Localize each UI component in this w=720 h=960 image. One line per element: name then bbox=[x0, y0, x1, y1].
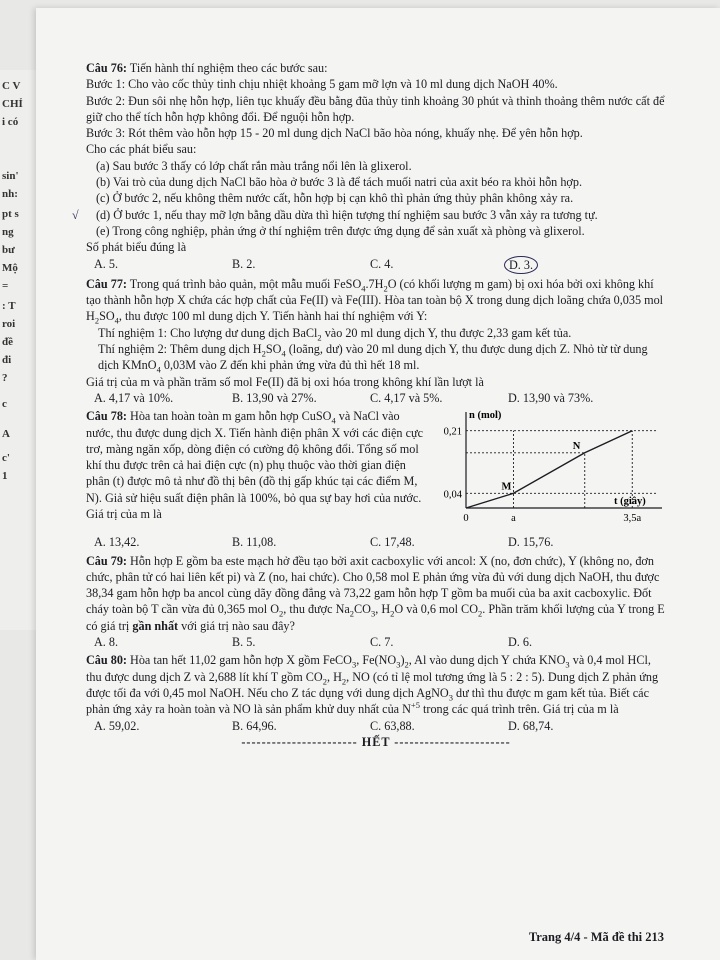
subscript: 3 bbox=[351, 659, 357, 670]
y-axis-label: n (mol) bbox=[469, 410, 502, 422]
body-text: CO bbox=[354, 602, 371, 617]
option-d: D. 13,90 và 73%. bbox=[508, 390, 594, 405]
subscript: 2 bbox=[261, 348, 266, 359]
statement-d: (d) Ở bước 1, nếu thay mỡ lợn bằng dầu dừa thì hiện tượng thí nghiệm sau bước 3 vẫn xảy ra tương tự. bbox=[96, 207, 598, 222]
end-mark: ----------------------- HẾT ----------------------- bbox=[241, 734, 511, 749]
experiment-1: vào 20 ml dung dịch Y, thu được 2,33 gam kết tủa. bbox=[321, 325, 572, 340]
experiment-1: Thí nghiệm 1: Cho lượng dư dung dịch BaCl bbox=[98, 325, 318, 340]
subscript: 2 bbox=[390, 608, 395, 619]
subscript: 2 bbox=[383, 283, 388, 294]
subscript: 2 bbox=[341, 676, 347, 687]
subscript: 2 bbox=[478, 608, 483, 619]
question-80 bbox=[86, 652, 666, 733]
experiment-2: SO bbox=[265, 342, 282, 357]
body-text: dư thì thu được m gam kết tủa. Biết các phản ứng xảy ra hoàn toàn và NO là sản phẩm khử duy nhất của N bbox=[86, 685, 649, 717]
subscript: 4 bbox=[281, 348, 286, 359]
subscript: 3 bbox=[448, 692, 453, 703]
option-a: A. 59,02. bbox=[94, 718, 140, 733]
question-title: Câu 76: bbox=[86, 61, 127, 75]
y-tick-label: 0,21 bbox=[443, 426, 462, 438]
question-76 bbox=[72, 60, 666, 274]
series-line bbox=[466, 431, 632, 508]
subscript: 2 bbox=[279, 608, 284, 619]
subscript: 2 bbox=[94, 315, 100, 326]
side-fragment-text: A bbox=[2, 428, 10, 440]
body-text: và 0,4 mol HCl, thu được dung dịch Z và 2,688 lít khí T gồm CO bbox=[86, 653, 651, 684]
subscript: 2 bbox=[349, 608, 355, 619]
answer-options bbox=[86, 256, 646, 274]
body-text: Trong quá trình bảo quản, một mẫu muối FeSO bbox=[129, 276, 362, 291]
subscript: 4 bbox=[156, 364, 161, 375]
answer-options bbox=[86, 718, 646, 734]
question-78 bbox=[86, 408, 666, 550]
option-c: C. 17,48. bbox=[370, 535, 415, 550]
statement-a: (a) Sau bước 3 thấy có lớp chất rắn màu trắng nổi lên là glixerol. bbox=[96, 158, 412, 173]
side-fragment-text: CHỈ bbox=[2, 98, 23, 110]
body-text: , Fe(NO bbox=[356, 653, 397, 668]
body-text: ) bbox=[400, 653, 405, 668]
option-a: A. 5. bbox=[94, 256, 119, 271]
x-tick-label: 0 bbox=[463, 513, 469, 525]
subscript: 2 bbox=[404, 659, 409, 670]
answer-options bbox=[86, 390, 646, 406]
side-fragment-text: nh: bbox=[2, 188, 18, 200]
side-fragment-text: đề bbox=[2, 336, 13, 348]
option-c: C. 7. bbox=[370, 635, 394, 650]
side-fragment-text: i có bbox=[2, 116, 19, 128]
side-fragment-text: c bbox=[2, 398, 7, 410]
superscript: +5 bbox=[410, 700, 420, 711]
side-fragment-text: : T bbox=[2, 300, 16, 312]
experiment-2: 0,03M vào Z đến khi phản ứng vừa đủ thì hết 18 ml. bbox=[160, 358, 420, 373]
side-fragment-text: = bbox=[2, 280, 9, 292]
point-label-n: N bbox=[572, 441, 581, 453]
x-tick-label: a bbox=[511, 513, 516, 525]
option-d-circled: D. 3. bbox=[504, 256, 538, 274]
option-b: B. 13,90 và 27%. bbox=[232, 390, 317, 405]
body-text: , NO (có tỉ lệ mol tương ứng là 5 : 2 : 5). Dung dịch Z phản ứng được tối đa với 0,45 mol NaOH. Nếu cho Z tác dụng với dung dịch AgNO bbox=[86, 669, 659, 700]
point-label-m: M bbox=[501, 481, 512, 493]
underlying-page-edge bbox=[0, 70, 40, 630]
subscript: 4 bbox=[114, 315, 119, 326]
option-a: A. 8. bbox=[94, 635, 119, 650]
question-title: Câu 77: bbox=[86, 276, 127, 291]
question-prompt: Số phát biểu đúng là bbox=[86, 240, 187, 255]
step-2: Bước 2: Đun sôi nhẹ hỗn hợp, liên tục khuấy đều bằng đũa thủy tinh khoảng 30 phút và thỉnh thoảng thêm nước cất để giữ cho thể tích hỗn hợp không đổi. Để nguội hỗn hợp. bbox=[86, 93, 665, 124]
question-79 bbox=[86, 553, 666, 651]
statement-c: (c) Ở bước 2, nếu không thêm nước cất, hỗn hợp bị cạn khô thì phản ứng thủy phân không xảy ra. bbox=[96, 191, 574, 206]
y-tick-label: 0,04 bbox=[443, 489, 462, 501]
side-fragment-text: c' bbox=[2, 452, 10, 464]
subscript: 4 bbox=[361, 283, 366, 294]
question-intro: Tiến hành thí nghiệm theo các bước sau: bbox=[129, 61, 328, 75]
step-3: Bước 3: Rót thêm vào hỗn hợp 15 - 20 ml dung dịch NaCl bão hòa nóng, khuấy nhẹ. Để yên hỗn hợp. bbox=[86, 126, 583, 141]
option-a: A. 13,42. bbox=[94, 535, 140, 550]
subscript: 3 bbox=[565, 659, 570, 670]
option-d: D. 68,74. bbox=[508, 718, 554, 733]
body-text: , H bbox=[326, 669, 342, 684]
side-fragment-text: 1 bbox=[2, 470, 8, 482]
statement-e: (e) Trong công nghiệp, phản ứng ở thí nghiệm trên được ứng dụng để sản xuất xà phòng và glixerol. bbox=[96, 223, 585, 238]
side-fragment-text: đi bbox=[2, 354, 12, 366]
statements-prompt: Cho các phát biểu sau: bbox=[86, 142, 197, 157]
body-text: , H bbox=[375, 602, 391, 617]
subscript: 2 bbox=[322, 676, 327, 687]
x-axis-label: t (giây) bbox=[614, 496, 646, 508]
page-footer: Trang 4/4 - Mã đề thi 213 bbox=[528, 930, 664, 944]
question-77 bbox=[86, 276, 666, 406]
answer-options bbox=[86, 534, 646, 550]
emphasis: gần nhất bbox=[132, 618, 179, 633]
option-b: B. 64,96. bbox=[232, 718, 277, 733]
body-text: trong các quá trình trên. Giá trị của m là bbox=[419, 702, 619, 717]
side-fragment-text: bư bbox=[2, 244, 15, 256]
body-text: và NaCl vào nước, thu được dung dịch X. Tiến hành điện phân X với các điện cực trơ, màng ngăn xốp, dòng điện có cường độ không đổi. Tổng số mol khí thu được trên cả hai điện cực (n) phụ thuộc vào thời gian điện phân (t) được mô tả như đồ thị bên (đồ thị gấp khúc tại các điểm M, N). Giả sử hiệu suất điện phân là 100%, bỏ qua sự bay hơi của nước. Giá trị của m là bbox=[86, 409, 424, 522]
body-text: , thu được Na bbox=[283, 602, 350, 617]
option-c: C. 63,88. bbox=[370, 718, 415, 733]
side-fragment-text: C V bbox=[2, 80, 21, 92]
body-text: với giá trị nào sau đây? bbox=[178, 618, 295, 633]
side-fragment-text: sin' bbox=[2, 170, 19, 182]
body-text: O và 0,6 mol CO bbox=[394, 602, 478, 617]
exam-text bbox=[72, 60, 666, 750]
subscript: 3 bbox=[370, 608, 376, 619]
body-text: , Al vào dung dịch Y chứa KNO bbox=[408, 653, 566, 668]
subscript: 3 bbox=[396, 659, 401, 670]
question-title: Câu 79: bbox=[86, 553, 127, 568]
statement-b: (b) Vai trò của dung dịch NaCl bão hòa ở bước 3 là để tách muối natri của axit béo ra khỏi hỗn hợp. bbox=[96, 175, 582, 190]
experiment-2: (loãng, dư) vào 20 ml dung dịch Y, thu được dung dịch Z. Nhỏ từ từ dung dịch KMnO bbox=[98, 342, 648, 373]
x-tick-label: 3,5a bbox=[623, 513, 642, 525]
option-c: C. 4. bbox=[370, 256, 394, 271]
experiment-2: Thí nghiệm 2: Thêm dung dịch H bbox=[98, 342, 262, 357]
handwritten-tick: √ bbox=[72, 207, 79, 222]
option-a: A. 4,17 và 10%. bbox=[94, 390, 174, 405]
side-fragment-text: roi bbox=[2, 318, 16, 330]
body-text: Hòa tan hoàn toàn m gam hỗn hợp CuSO bbox=[130, 409, 332, 424]
option-d: D. 15,76. bbox=[508, 535, 554, 550]
electrolysis-graph bbox=[436, 408, 666, 530]
option-b: B. 11,08. bbox=[232, 535, 277, 550]
exam-page bbox=[36, 8, 720, 960]
body-text: . Phần trăm khối lượng của Y trong E có giá trị bbox=[86, 602, 665, 633]
body-text: O (có khối lượng m gam) bị oxi hóa bởi oxi không khí tạo thành hỗn hợp X chứa các hợp chất của Fe(II) và Fe(III). Hòa tan toàn bộ X trong dung dịch loãng chứa 0,035 mol H bbox=[86, 276, 664, 324]
answer-options bbox=[86, 634, 646, 650]
body-text: .7H bbox=[365, 276, 384, 291]
option-b: B. 2. bbox=[232, 256, 256, 271]
side-fragment-text: Mộ bbox=[2, 262, 18, 274]
option-c: C. 4,17 và 5%. bbox=[370, 390, 443, 405]
side-fragment-text: pt s bbox=[2, 208, 19, 220]
side-fragment-text: ng bbox=[2, 226, 14, 238]
subscript: 2 bbox=[317, 332, 322, 343]
option-d: D. 6. bbox=[508, 635, 533, 650]
subscript: 4 bbox=[331, 415, 336, 426]
side-fragment-text: ? bbox=[2, 372, 8, 384]
body-text: Hỗn hợp E gồm ba este mạch hở đều tạo bởi axit cacboxylic với ancol: X (no, đơn chức), Y (không no, đơn chức, phân tử có hai liên kết pi) và Z (no, hai chức). Cho 0,58 mol E phản ứng vừa đủ với dung dịch NaOH, thu được 38,34 gam hỗn hợp ba ancol cùng dãy đồng đẳng và 73,22 gam hỗn hợp T gồm ba muối của ba axit cacboxylic. Đốt cháy toàn bộ T cần vừa đủ 0,365 mol O bbox=[86, 553, 660, 617]
step-1: Bước 1: Cho vào cốc thủy tinh chịu nhiệt khoảng 5 gam mỡ lợn và 10 ml dung dịch NaOH 40%. bbox=[86, 77, 558, 92]
question-title: Câu 80: bbox=[86, 653, 127, 668]
option-b: B. 5. bbox=[232, 635, 256, 650]
body-text: , thu được 100 ml dung dịch Y. Tiến hành hai thí nghiệm với Y: bbox=[118, 309, 428, 324]
question-prompt: Giá trị của m và phần trăm số mol Fe(II) đã bị oxi hóa trong không khí lần lượt là bbox=[86, 374, 484, 389]
body-text: SO bbox=[99, 309, 115, 324]
body-text: Hòa tan hết 11,02 gam hỗn hợp X gồm FeCO bbox=[130, 653, 352, 668]
question-title: Câu 78: bbox=[86, 409, 127, 424]
